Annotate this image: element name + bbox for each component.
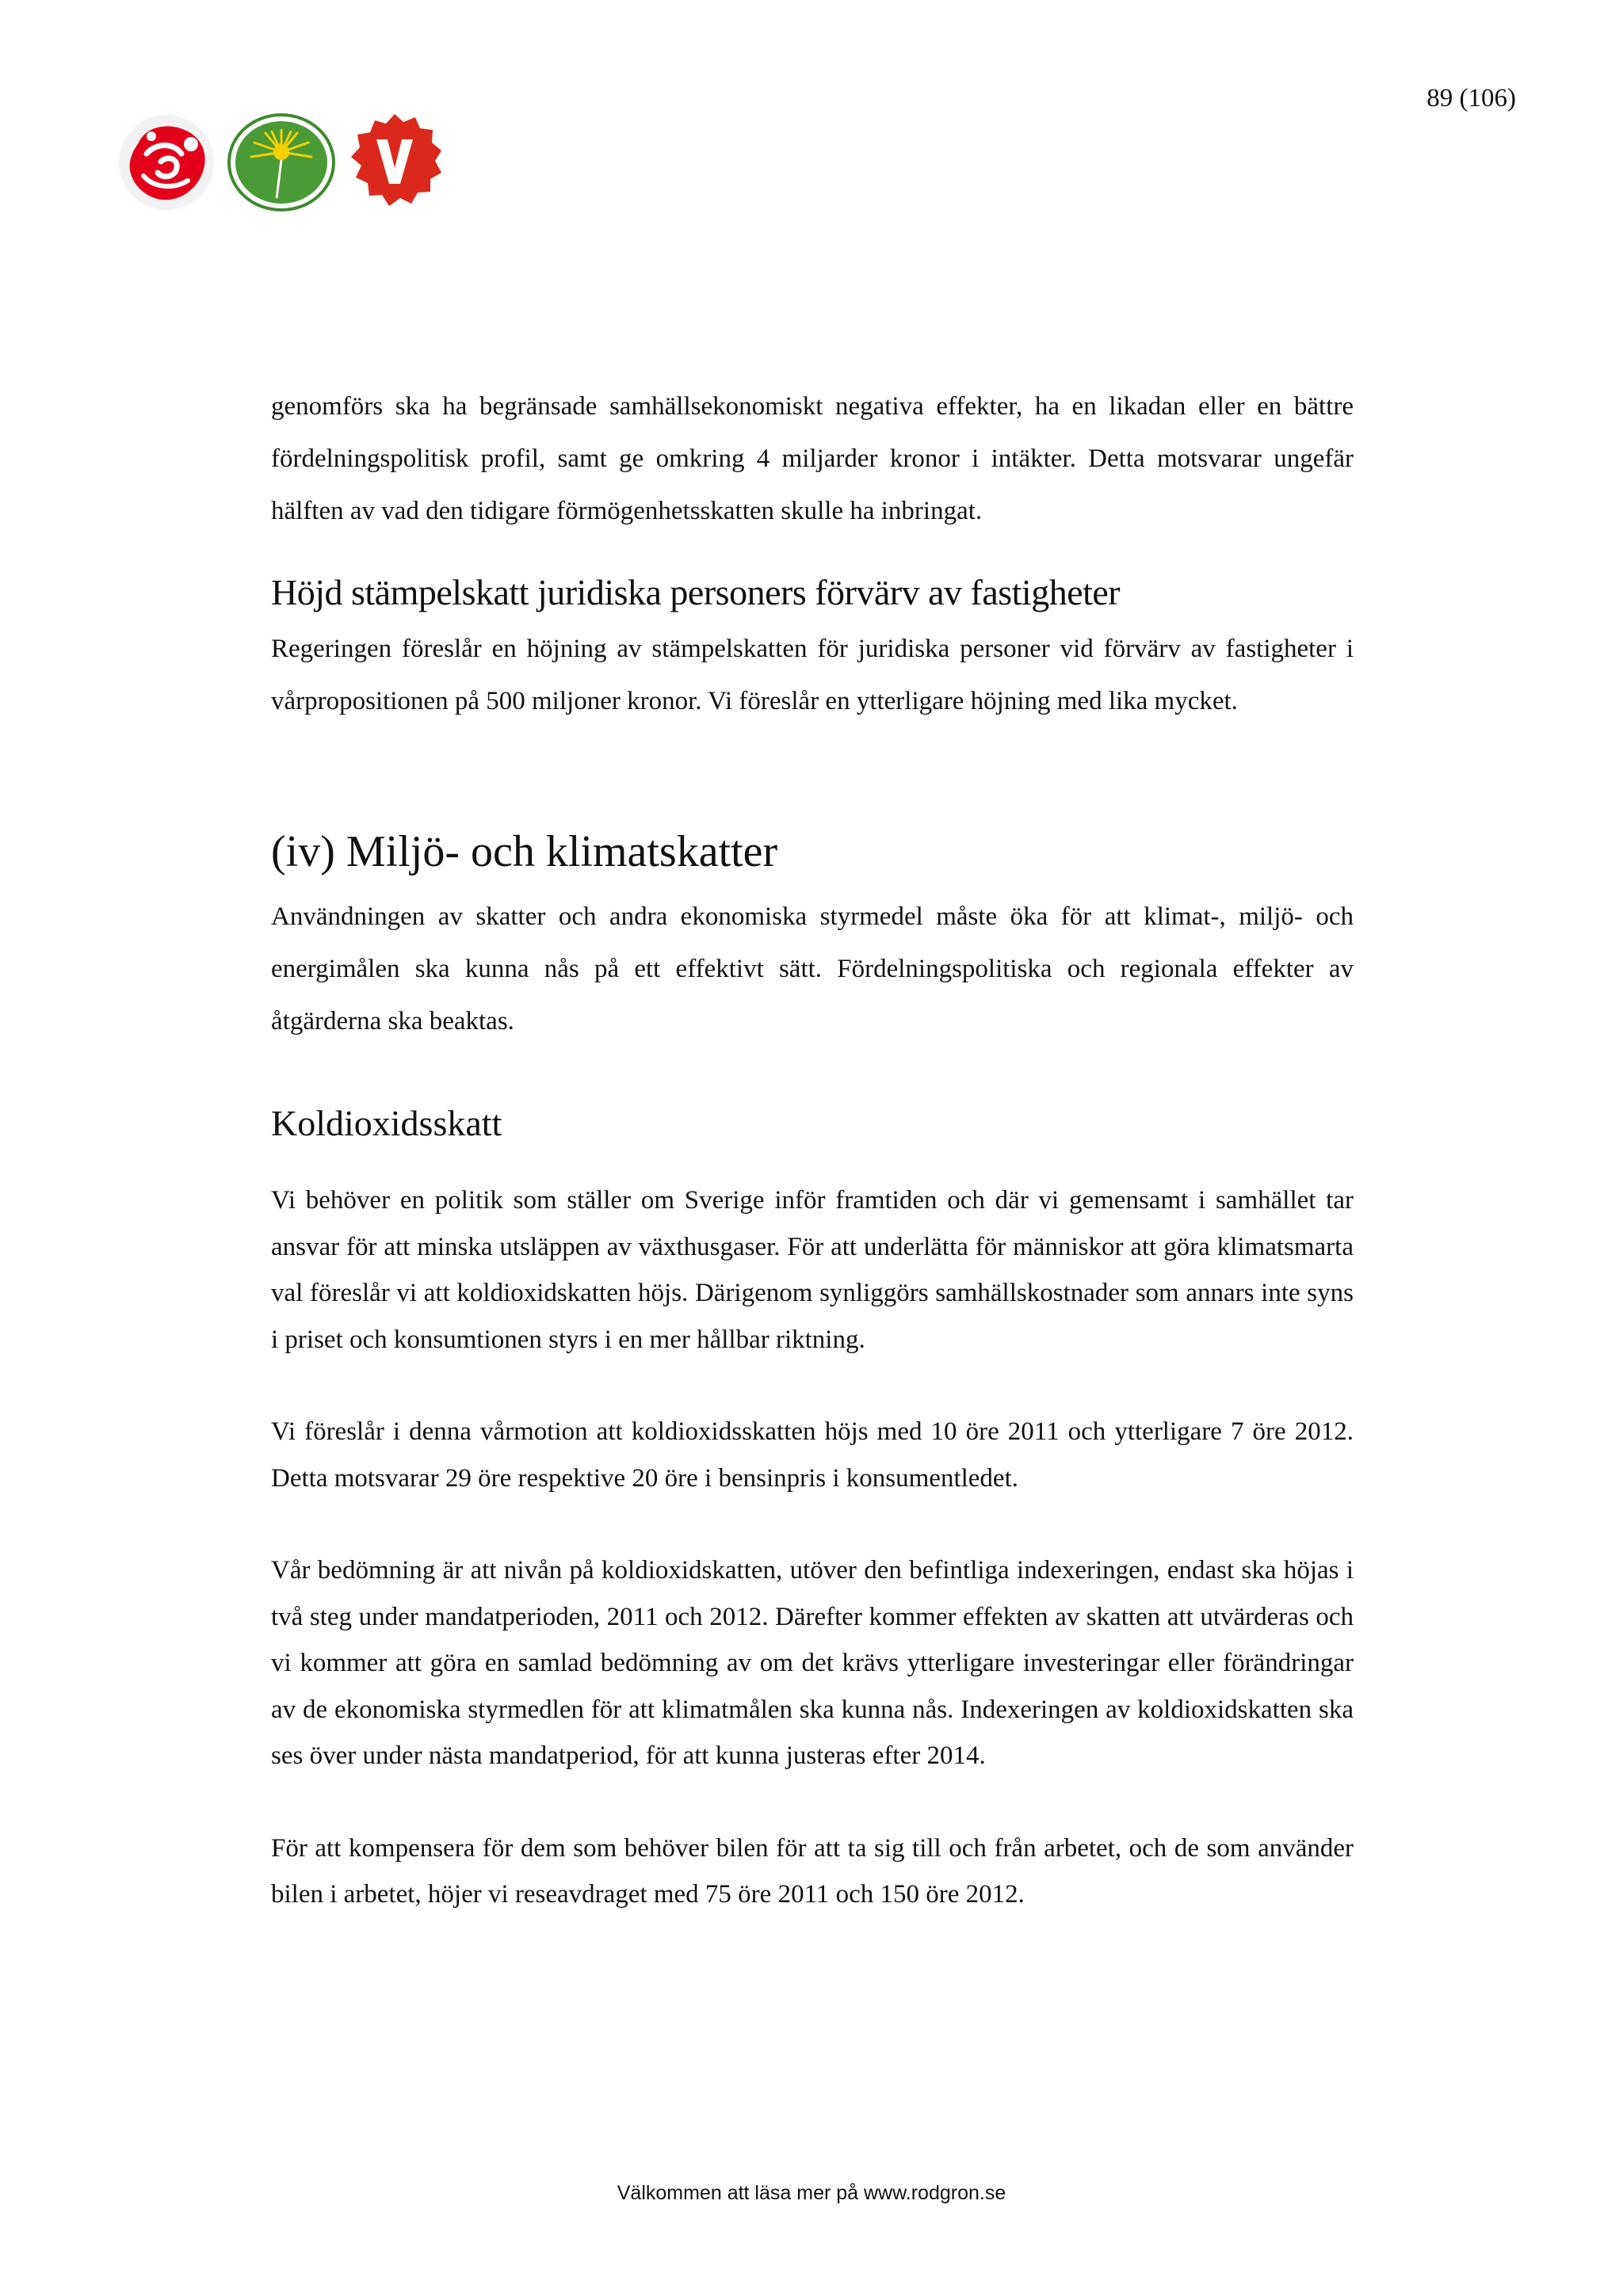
- koldioxid-body: [271, 1177, 1354, 1918]
- carnation-v-icon: [345, 111, 445, 214]
- section-heading: (iv) Miljö- och klimatskatter: [271, 827, 778, 876]
- koldioxid-paragraph: Vi behöver en politik som ställer om Sverige inför framtiden och där vi gemensamt i samhället tar ansvar för att minska utsläppen av växthusgaser. För att underlätta för människor att göra klimatsmarta val föreslår vi att koldioxidskatten höjs. Därigenom synliggörs samhällskostnader som annars inte syns i priset och konsumtionen styrs i en mer hållbar riktning.: [271, 1186, 1354, 1354]
- dandelion-icon: [226, 111, 337, 214]
- koldioxid-heading: Koldioxidsskatt: [271, 1103, 502, 1143]
- koldioxid-paragraph: För att kompensera för dem som behöver bilen för att ta sig till och från arbetet, och de som använder bilen i arbetet, höjer vi reseavdraget med 75 öre 2011 och 150 öre 2012.: [271, 1833, 1354, 1909]
- page-footer: Välkommen att läsa mer på www.rodgron.se: [617, 2182, 1006, 2204]
- page-number: 89 (106): [1426, 84, 1516, 113]
- koldioxid-paragraph: Vi föreslår i denna vårmotion att koldioxidsskatten höjs med 10 öre 2011 och ytterligare 7 öre 2012. Detta motsvarar 29 öre respektive 20 öre i bensinpris i konsumentledet.: [271, 1417, 1354, 1493]
- red-rose-icon: [115, 111, 218, 214]
- stamp-tax-heading: Höjd stämpelskatt juridiska personers förvärv av fastigheter: [271, 572, 1121, 612]
- koldioxid-paragraph: Vår bedömning är att nivån på koldioxidskatten, utöver den befintliga indexeringen, endast ska höjas i två steg under mandatperioden, 2011 och 2012. Därefter kommer effekten av skatten att utvärderas och vi kommer att göra en samlad bedömning av om det krävs ytterligare investeringar eller förändringar av de ekonomiska styrmedlen för att klimatmålen ska kunna nås. Indexeringen av koldioxidskatten ska ses över under nästa mandatperiod, för att kunna justeras efter 2014.: [271, 1556, 1354, 1770]
- intro-paragraph: genomförs ska ha begränsade samhällsekonomiskt negativa effekter, ha en likadan eller en bättre fördelningspolitisk profil, samt ge omkring 4 miljarder kronor i intäkter. Detta motsvarar ungefär hälften av vad den tidigare förmögenhetsskatten skulle ha inbringat.: [271, 392, 1354, 525]
- stamp-tax-paragraph: Regeringen föreslår en höjning av stämpelskatten för juridiska personer vid förvärv av fastigheter i vårpropositionen på 500 miljoner kronor. Vi föreslår en ytterligare höjning med lika mycket.: [271, 635, 1354, 715]
- main-content: [271, 380, 1354, 1918]
- section-paragraph: Användningen av skatter och andra ekonomiska styrmedel måste öka för att klimat-, miljö- och energimålen ska kunna nås på ett effektivt sätt. Fördelningspolitiska och regionala effekter av åtgärderna ska beaktas.: [271, 902, 1354, 1035]
